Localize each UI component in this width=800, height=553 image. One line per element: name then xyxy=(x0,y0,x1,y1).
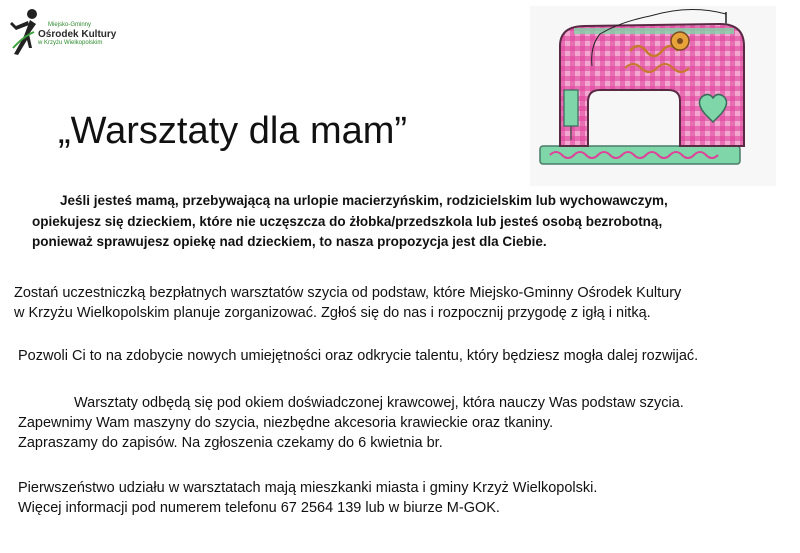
page-title: „Warsztaty dla mam” xyxy=(58,110,408,152)
paragraph-line: Pozwoli Ci to na zdobycie nowych umiejętności oraz odkrycie talentu, który będziesz mogła dalej rozwijać. xyxy=(18,348,699,364)
logo-line-3: w Krzyżu Wielkopolskim xyxy=(38,40,103,47)
logo-line-2: Ośrodek Kultury xyxy=(38,28,117,40)
paragraph-line: w Krzyżu Wielkopolskim planuje zorganizować. Zgłoś się do nas i rozpocznij przygodę z igłą i nitką. xyxy=(14,305,651,321)
paragraph-line: Zapewnimy Wam maszyny do szycia, niezbędne akcesoria krawieckie oraz tkaniny. xyxy=(18,415,554,431)
paragraph-line: Więcej informacji pod numerem telefonu 67 2564 139 lub w biurze M-GOK. xyxy=(18,500,500,516)
intro-line-3: ponieważ sprawujesz opiekę nad dzieckiem, to nasza propozycja jest dla Ciebie. xyxy=(32,234,547,249)
intro-line-2: opiekujesz się dzieckiem, które nie uczęszcza do żłobka/przedszkola lub jesteś osobą bezrobotną, xyxy=(32,213,663,229)
paragraph-details xyxy=(18,393,798,453)
logo-line-1: Miejsko-Gminny xyxy=(48,22,92,28)
intro-line-1: Jeśli jesteś mamą, przebywającą na urlopie macierzyńskim, rodzicielskim lub wychowawczym, xyxy=(60,193,668,208)
paragraph-contact xyxy=(18,478,798,518)
paragraph-line-indented: Warsztaty odbędą się pod okiem doświadczonej krawcowej, która nauczy Was podstaw szycia. xyxy=(74,395,684,411)
paragraph-skills xyxy=(18,346,798,366)
intro-paragraph xyxy=(32,191,768,253)
paragraph-line: Pierwszeństwo udziału w warsztatach mają mieszkanki miasta i gminy Krzyż Wielkopolski. xyxy=(18,480,598,496)
mgok-logo xyxy=(10,8,140,60)
dancer-logo-icon xyxy=(10,8,40,58)
paragraph-line: Zapraszamy do zapisów. Na zgłoszenia czekamy do 6 kwietnia br. xyxy=(18,435,443,451)
paragraph-line: Zostań uczestniczką bezpłatnych warsztatów szycia od podstaw, które Miejsko-Gminny Ośrodek Kultury xyxy=(14,285,682,301)
paragraph-invitation xyxy=(14,283,794,323)
sewing-machine-illustration xyxy=(530,6,776,186)
